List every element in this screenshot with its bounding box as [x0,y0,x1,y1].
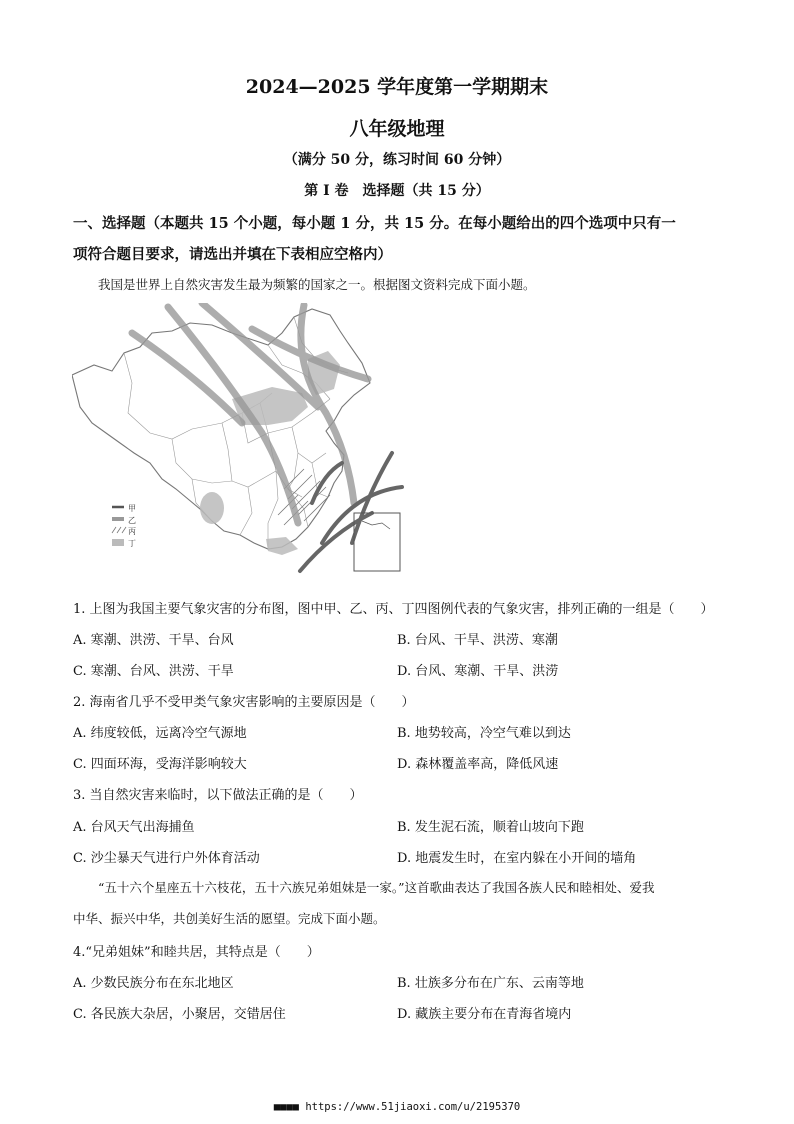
section-heading-line1: 一、选择题（本题共 15 个小题，每小题 1 分，共 15 分。在每小题给出的四个选项中只有一 [73,215,676,232]
question-1-option-a: A. 寒潮、洪涝、干旱、台风 [73,633,234,648]
section-heading-line2: 项符合题目要求，请选出并填在下表相应空格内） [73,246,392,263]
question-2-option-d: D. 森林覆盖率高，降低风速 [397,757,559,772]
question-1-stem: 1. 上图为我国主要气象灾害的分布图，图中甲、乙、丙、丁四图例代表的气象灾害，排列正确的一组是（ ） [73,602,714,617]
question-1-option-b: B. 台风、干旱、洪涝、寒潮 [397,633,558,648]
exam-title: 2024—2025 学年度第一学期期末 [245,76,549,98]
question-3-option-b: B. 发生泥石流，顺着山坡向下跑 [397,820,584,835]
map-legend [112,504,136,548]
legend-label-jia: 甲 [128,504,136,513]
question-4-option-c: C. 各民族大杂居，小聚居，交错居住 [73,1007,286,1022]
question-1-option-d: D. 台风、寒潮、干旱、洪涝 [397,664,559,679]
footer-watermark-url: ■■■■ https://www.51jiaoxi.com/u/2195370 [273,1101,521,1113]
legend-item-ding [112,539,136,548]
legend-label-ding: 丁 [128,539,136,548]
disaster-map [72,303,407,575]
question-3-stem: 3. 当自然灾害来临时，以下做法正确的是（ ） [73,788,363,803]
question-4-stem: 4.“兄弟姐妹”和睦共居，其特点是（ ） [73,945,320,960]
legend-item-jia [112,504,136,513]
legend-item-bing [112,527,136,536]
legend-label-yi: 乙 [128,516,136,525]
question-2-option-a: A. 纬度较低，远离冷空气源地 [73,726,247,741]
intro-text: 我国是世界上自然灾害发生最为频繁的国家之一。根据图文资料完成下面小题。 [98,277,536,292]
intro2-line1: “五十六个星座五十六枝花，五十六族兄弟姐妹是一家。”这首歌曲表达了我国各族人民和睦相处、爱我 [98,880,655,895]
legend-item-yi [112,516,136,525]
legend-label-bing: 丙 [128,527,136,536]
question-2-option-b: B. 地势较高，冷空气难以到达 [397,726,571,741]
question-1-option-c: C. 寒潮、台风、洪涝、干旱 [73,664,234,679]
exam-subject: 八年级地理 [349,118,445,140]
question-3-option-c: C. 沙尘暴天气进行户外体育活动 [73,851,260,866]
intro2-line2: 中华、振兴中华，共创美好生活的愿望。完成下面小题。 [73,911,386,926]
part-title: 第 I 卷 选择题（共 15 分） [304,183,490,199]
exam-subtitle: （满分 50 分，练习时间 60 分钟） [283,152,511,168]
question-3-option-d: D. 地震发生时，在室内躲在小开间的墙角 [397,851,637,866]
question-2-stem: 2. 海南省几乎不受甲类气象灾害影响的主要原因是（ ） [73,695,415,710]
question-4-option-d: D. 藏族主要分布在青海省境内 [397,1007,572,1022]
question-2-option-c: C. 四面环海，受海洋影响较大 [73,757,247,772]
question-3-option-a: A. 台风天气出海捕鱼 [73,820,195,835]
cold-wave-arrows [132,303,368,523]
question-4-option-b: B. 壮族多分布在广东、云南等地 [397,976,584,991]
question-4-option-a: A. 少数民族分布在东北地区 [73,976,234,991]
